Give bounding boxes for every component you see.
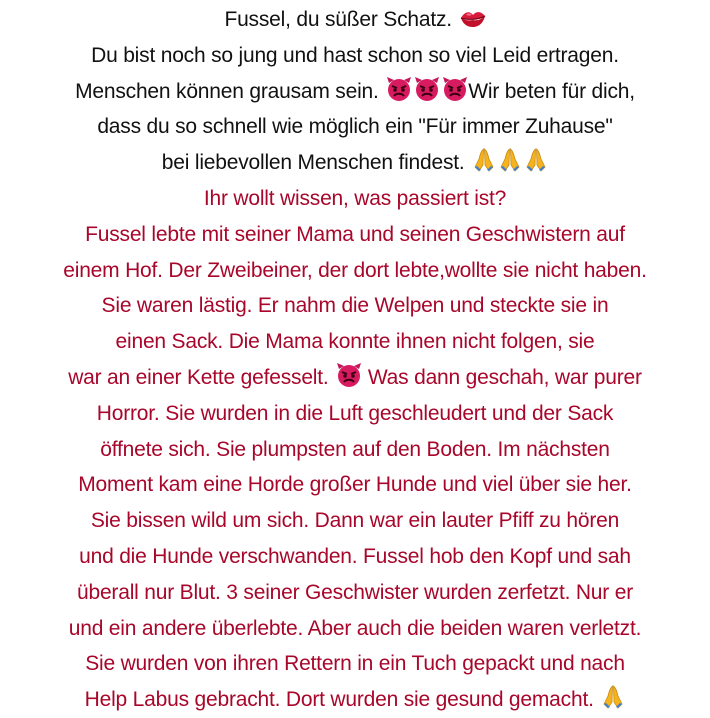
intro-text-after: Wir beten für dich, (468, 79, 635, 103)
story-line: Moment kam eine Horde großer Hunde und viel über sie her. (78, 473, 632, 497)
intro-text: Fussel, du süßer Schatz. (224, 8, 452, 31)
angry-devil-icon (442, 77, 468, 101)
story-line: und ein andere überlebte. Aber auch die beiden waren verletzt. (68, 616, 642, 640)
praying-hands-icon (498, 148, 522, 172)
intro-text: dass du so schnell wie möglich ein "Für immer Zuhause" (97, 115, 613, 139)
story-line: Horror. Sie wurden in die Luft geschleudert und der Sack (96, 401, 614, 425)
story-line-with-icon (0, 682, 710, 718)
story-text: war an einer Kette gefesselt. (68, 365, 329, 389)
story-line: einen Sack. Die Mama konnte ihnen nicht folgen, sie (115, 330, 595, 354)
story-line: Ihr wollt wissen, was passiert ist? (203, 186, 507, 210)
story-line: öffnete sich. Sie plumpsten auf den Boden. Im nächsten (100, 437, 610, 461)
story-line: Fussel lebte mit seiner Mama und seinen Geschwistern auf (85, 222, 625, 246)
angry-devil-icon (414, 77, 440, 101)
lips-kiss-icon (460, 9, 486, 29)
story-line: Sie wurden von ihren Rettern in ein Tuch gepackt und nach (85, 652, 625, 676)
story-line: Sie waren lästig. Er nahm die Welpen und steckte sie in (101, 294, 609, 318)
intro-text: bei liebevollen Menschen findest. (161, 151, 465, 175)
intro-text: Menschen können grausam sein. (75, 79, 379, 103)
story-text-after: Was dann geschah, war purer (367, 365, 642, 389)
intro-line-3 (0, 74, 710, 110)
intro-line-2 (0, 38, 710, 74)
story-line: Sie bissen wild um sich. Dann war ein lauter Pfiff zu hören (90, 509, 620, 533)
angry-devil-icon (336, 363, 362, 387)
intro-text: Du bist noch so jung und hast schon so viel Leid ertragen. (91, 43, 619, 67)
intro-line-1 (0, 2, 710, 38)
story-line: einem Hof. Der Zweibeiner, der dort lebte,wollte sie nicht haben. (63, 258, 647, 282)
intro-line-5 (0, 145, 710, 181)
story-line-with-icon (0, 360, 710, 396)
praying-hands-icon (601, 685, 625, 709)
praying-hands-icon (524, 148, 548, 172)
story-text: Help Labus gebracht. Dort wurden sie gesund gemacht. (84, 688, 594, 712)
intro-line-4 (0, 109, 710, 145)
story-line: überall nur Blut. 3 seiner Geschwister wurden zerfetzt. Nur er (76, 580, 633, 604)
praying-hands-icon (472, 148, 496, 172)
story-line: und die Hunde verschwanden. Fussel hob den Kopf und sah (79, 544, 631, 568)
angry-devil-icon (386, 77, 412, 101)
